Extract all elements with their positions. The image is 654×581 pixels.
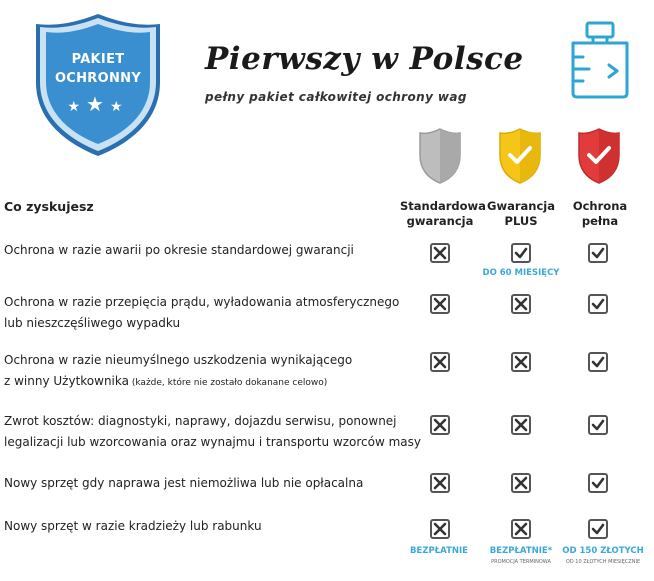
check-checkbox-icon	[588, 294, 608, 314]
row-label-line2: lub nieszczęśliwego wypadku	[4, 316, 181, 330]
section-label: Co zyskujesz	[4, 199, 94, 214]
column-header-full	[556, 199, 644, 229]
table-row-label	[4, 240, 354, 261]
row-label-line1: Nowy sprzęt w razie kradzieży lub rabunku	[4, 519, 262, 533]
column-header-plus	[481, 199, 561, 229]
check-checkbox-icon	[588, 473, 608, 493]
badge-label-line2: OCHRONNY	[54, 71, 142, 86]
table-row-label	[4, 516, 262, 537]
yellow-shield-check-icon	[498, 127, 542, 185]
cross-checkbox-icon	[511, 294, 531, 314]
row-label-line1: Ochrona w razie przepięcia prądu, wyładowania atmosferycznego	[4, 295, 400, 309]
check-checkbox-icon	[588, 519, 608, 539]
pakiet-ochronny-badge	[32, 10, 164, 160]
check-checkbox-icon	[511, 243, 531, 263]
row-subnote: PROMOCJA TERMINOWA	[491, 559, 551, 565]
row-label-line2	[4, 371, 352, 394]
row-note: BEZPŁATNIE*	[489, 546, 553, 556]
column-header-line1: Standardowa	[400, 199, 486, 213]
row-label-line1: Zwrot kosztów: diagnostyki, naprawy, dojazdu serwisu, ponownej	[4, 414, 397, 428]
column-header-standard	[400, 199, 486, 229]
column-header-line1: Ochrona pełna	[572, 199, 628, 228]
row-subnote: OD 10 ZŁOTYCH MIESIĘCZNIE	[565, 559, 641, 565]
page-subtitle: pełny pakiet całkowitej ochrony wag	[205, 90, 467, 104]
column-header-line1: Gwarancja	[487, 199, 555, 213]
row-label-line1: Ochrona w razie awarii po okresie standardowej gwarancji	[4, 243, 354, 257]
row-note: OD 150 ZŁOTYCH	[562, 546, 644, 556]
cross-checkbox-icon	[511, 352, 531, 372]
table-row-label	[4, 292, 399, 334]
check-checkbox-icon	[588, 352, 608, 372]
cross-checkbox-icon	[430, 243, 450, 263]
cross-checkbox-icon	[430, 473, 450, 493]
page-title: Pierwszy w Polsce	[205, 41, 524, 77]
badge-label-line1: PAKIET	[71, 52, 125, 67]
row-label-line2-main: z winny Użytkownika	[4, 374, 129, 388]
cross-checkbox-icon	[430, 415, 450, 435]
weight-icon	[565, 19, 635, 99]
row-label-line2-note: (każde, które nie zostało dokanane celowo)	[129, 378, 328, 388]
column-header-line2: PLUS	[504, 214, 538, 228]
cross-checkbox-icon	[430, 352, 450, 372]
check-checkbox-icon	[588, 243, 608, 263]
check-checkbox-icon	[588, 415, 608, 435]
table-row-label	[4, 473, 363, 494]
row-label-line1: Ochrona w razie nieumyślnego uszkodzenia wynikającego	[4, 353, 353, 367]
cross-checkbox-icon	[430, 294, 450, 314]
row-label-line1: Nowy sprzęt gdy naprawa jest niemożliwa lub nie opłacalna	[4, 476, 364, 490]
gray-shield-icon	[418, 127, 462, 185]
table-row-label	[4, 411, 421, 453]
cross-checkbox-icon	[511, 415, 531, 435]
table-row-label	[4, 350, 352, 394]
row-note: BEZPŁATNIE	[410, 546, 468, 556]
red-shield-check-icon	[577, 127, 621, 185]
stars-icon: ★★★	[67, 92, 129, 116]
cross-checkbox-icon	[511, 519, 531, 539]
row-label-line2: legalizacji lub wzorcowania oraz wynajmu i transportu wzorców masy	[4, 435, 421, 449]
cross-checkbox-icon	[511, 473, 531, 493]
cross-checkbox-icon	[430, 519, 450, 539]
row-note: DO 60 MIESIĘCY	[482, 268, 560, 278]
column-header-line2: gwarancja	[406, 214, 474, 228]
